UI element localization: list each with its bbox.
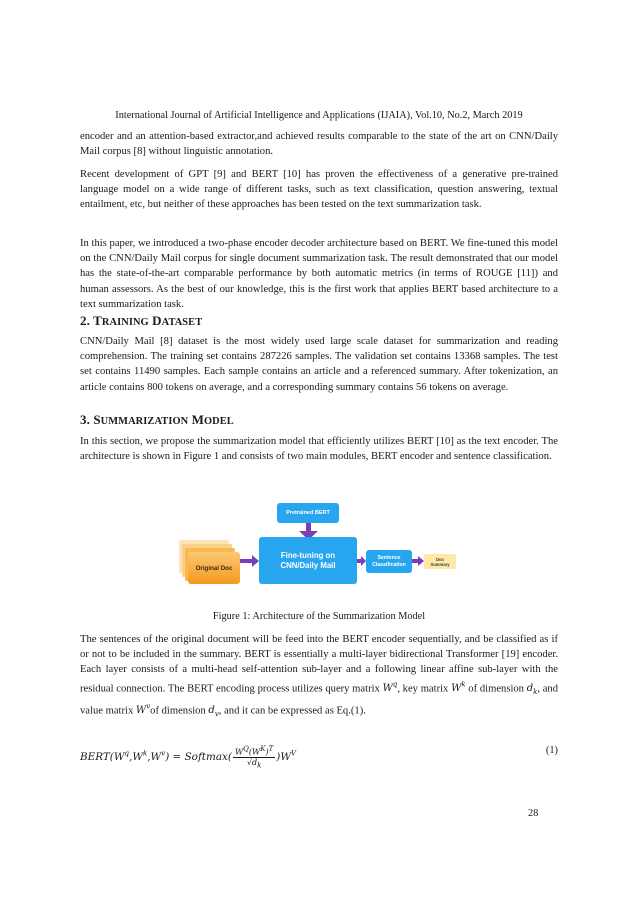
finetune-label-line2: CNN/Daily Mail bbox=[280, 560, 336, 570]
paragraph-text: Recent development of GPT [9] and BERT [10] has proven the effectiveness of a generative pre-trained language model on a wide range of different tasks, such as text classification, question answering, textual entailment, etc, but neither of these approaches has been tested on the text summarization task. bbox=[80, 169, 558, 211]
paragraph-dataset bbox=[80, 334, 558, 395]
paragraph-text: encoder and an attention-based extractor,and achieved results comparable to the state of the art on CNN/Daily Mail corpus [8] without linguistic annotation. bbox=[80, 131, 558, 158]
sentence-label-line2: Classification bbox=[372, 561, 406, 568]
arrow-shaft-doc bbox=[240, 559, 253, 563]
equation-body: $BERT(W^q,W^k,W^v)$ = Softmax( $\frac{W^Q(W^K)^T}{√d_k}$ )$W^V$ bbox=[80, 745, 297, 770]
doc-summary-label-line2: Summary bbox=[430, 561, 450, 567]
pretrained-bert-box: Pretrained BERT bbox=[277, 503, 339, 523]
doc-summary-box bbox=[424, 554, 456, 569]
doc-summary-label-line1: Doc bbox=[436, 556, 444, 562]
finetune-box bbox=[259, 537, 357, 584]
paragraph-text: The sentences of the original document will be feed into the BERT encoder sequentially, and be classified as if or not to be included in the summary. BERT is essentially a multi-layer bidirectional Transformer [19] encoder. Each layer consists of a multi-head self-attention sub-layer and a following linear affine sub-layer with the residual connection. The BERT encoding process utilizes query matrix $W^q$, key matrix $W^k$ of dimension $d_k$, and value matrix $W^vof$ dimension $d_v$, and it can be expressed as Eq.(1). bbox=[80, 634, 558, 719]
paragraph-gpt-bert bbox=[80, 167, 558, 213]
math-wq: $W^q$ bbox=[382, 680, 398, 694]
section-heading-summarization-model: 3. SUMMARIZATION MODEL bbox=[80, 412, 234, 427]
arrow-shaft-summary bbox=[412, 559, 419, 563]
equation-number: (1) bbox=[545, 745, 558, 756]
section-heading-training-dataset: 2. TRAINING DATASET bbox=[80, 313, 203, 328]
finetune-label-line1: Fine-tuning on bbox=[280, 550, 336, 560]
equation-1 bbox=[80, 738, 558, 772]
paragraph-bert-encoder bbox=[80, 632, 558, 723]
sentence-classification-box bbox=[366, 550, 412, 573]
paragraph-intro-cont bbox=[80, 129, 558, 159]
paragraph-text: In this section, we propose the summarization model that efficiently utilizes BERT [10] as the text encoder. The architecture is shown in Figure 1 and consists of two main modules, BERT encoder and sentence classification. bbox=[80, 436, 558, 463]
paragraph-text: CNN/Daily Mail [8] dataset is the most widely used large scale dataset for summarization and reading comprehension. The training set contains 287226 samples. The validation set contains 13368 samples. The test set contains 11490 samples. Each sample contains an article and a referenced summary. After tokenization, an article contains 800 tokens on average, and a corresponding summary contains 56 tokens on average. bbox=[80, 336, 558, 393]
journal-header: International Journal of Artificial Intelligence and Applications (IJAIA), Vol.10, No.2, March 2019 bbox=[115, 110, 523, 121]
architecture-figure bbox=[175, 493, 465, 588]
figure-caption: Figure 1: Architecture of the Summarization Model bbox=[212, 611, 426, 622]
paragraph-model-intro bbox=[80, 434, 558, 464]
sentence-label-line1: Sentence bbox=[377, 555, 401, 561]
paragraph-text: In this paper, we introduced a two-phase encoder decoder architecture based on BERT. We fine-tuned this model on the CNN/Daily Mail corpus for single document summarization task. The result demonstrated that our model has the state-of-the-art comparable performance by both automatic metrics (in terms of ROUGE [11]) and human assessors. As the best of our knowledge, this is the first work that applies BERT based architecture to a text summarization task. bbox=[80, 238, 558, 310]
math-wv: $W^v$ bbox=[135, 703, 151, 717]
original-doc-box: Original Doc bbox=[188, 552, 240, 584]
page-number: 28 bbox=[528, 808, 539, 819]
equation-fraction: $\frac{W^Q(W^K)^T}{√d_k}$ bbox=[234, 745, 274, 770]
math-wk: $W^k$ bbox=[451, 680, 466, 694]
math-dk: $d_k$ bbox=[526, 682, 538, 696]
arrow-head-doc bbox=[252, 555, 259, 567]
math-dv: $d_v$ bbox=[208, 705, 219, 719]
paragraph-this-paper bbox=[80, 236, 558, 312]
